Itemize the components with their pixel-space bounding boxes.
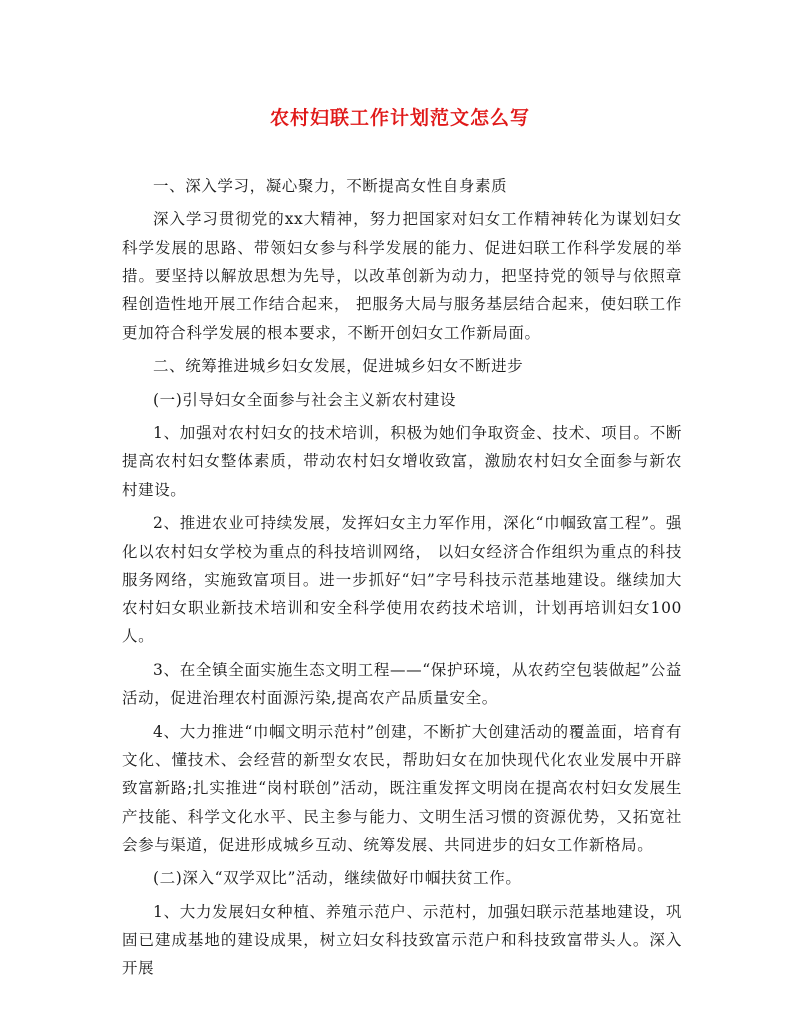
paragraph: 深入学习贯彻党的xx大精神，努力把国家对妇女工作精神转化为谋划妇女科学发展的思路、带领妇女参与科学发展的能力、促进妇联工作科学发展的举措。要坚持以解放思想为先导，以改革创新为动力，把坚持党的领导与依照章程创造性地开展工作结合起来， 把服务大局与服务基层结合起来，使妇联工作更加符合科学发展的根本要求，不断开创妇女工作新局面。 [122, 210, 682, 342]
paragraph: 3、在全镇全面实施生态文明工程——“保护环境，从农药空包装做起”公益活动，促进治理农村面源污染,提高农产品质量安全。 [122, 660, 682, 708]
paragraph: 4、大力推进“巾帼文明示范村”创建，不断扩大创建活动的覆盖面，培育有文化、懂技术、会经营的新型女农民，帮助妇女在加快现代化农业发展中开辟致富新路;扎实推进“岗村联创”活动，既注重发挥文明岗在提高农村妇女发展生产技能、科学文化水平、民主参与能力、文明生活习惯的资源优势，又拓宽社会参与渠道，促进形成城乡互动、统筹发展、共同进步的妇女工作新格局。 [122, 722, 682, 854]
document-title: 农村妇联工作计划范文怎么写 [269, 107, 530, 129]
document-body [122, 172, 682, 983]
subsection-heading-2: (二)深入“双学双比”活动，继续做好巾帼扶贫工作。 [153, 869, 522, 888]
section-heading-2: 二、统筹推进城乡妇女发展，促进城乡妇女不断进步 [153, 357, 524, 376]
paragraph: 2、推进农业可持续发展，发挥妇女主力军作用，深化“巾帼致富工程”。强化以农村妇女学校为重点的科技培训网络， 以妇女经济合作组织为重点的科技服务网络，实施致富项目。进一步抓好“妇”字号科技示范基地建设。继续加大农村妇女职业新技术培训和安全科学使用农药技术培训，计划再培训妇女100人。 [122, 514, 682, 646]
paragraph: 1、大力发展妇女种植、养殖示范户、示范村，加强妇联示范基地建设，巩固已建成基地的建设成果，树立妇女科技致富示范户和科技致富带头人。深入开展 [122, 902, 682, 978]
paragraph: 1、加强对农村妇女的技术培训，积极为她们争取资金、技术、项目。不断提高农村妇女整体素质，带动农村妇女增收致富，激励农村妇女全面参与新农村建设。 [122, 424, 682, 499]
subsection-heading-1: (一)引导妇女全面参与社会主义新农村建设 [153, 390, 457, 409]
section-heading-1: 一、深入学习，凝心聚力，不断提高女性自身素质 [153, 177, 508, 195]
